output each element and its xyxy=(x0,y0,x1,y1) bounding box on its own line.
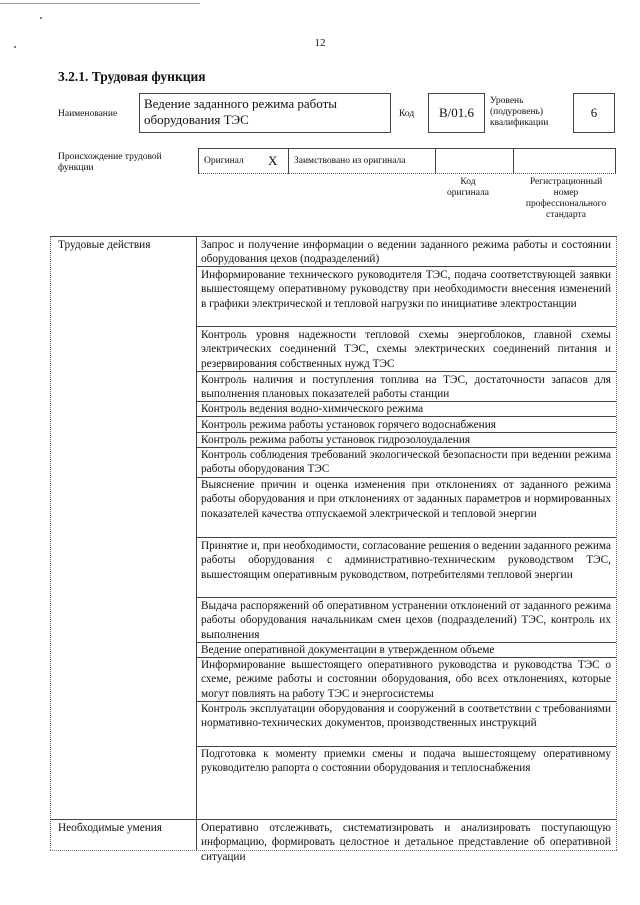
labor-action-row: Информирование вышестоящего оперативного руководства и руководства ТЭС о схеме, режиме работы и состоянии оборудования, обо всех отклонениях, которые могут повлиять на работу ТЭС и энергосистемы xyxy=(201,659,611,700)
labor-action-row: Контроль эксплуатации оборудования и сооружений в соответствии с требованиями нормативно-технических документов, производственных инструкций xyxy=(201,703,611,730)
function-code-box: В/01.6 xyxy=(428,93,485,133)
labor-action-row: Подготовка к моменту приемки смены и подача вышестоящему оперативному руководителю рапорта о состоянии оборудования и теплоснабжения xyxy=(201,748,611,775)
row-divider xyxy=(196,746,616,747)
table-right-border xyxy=(616,236,617,850)
labor-action-row: Запрос и получение информации о ведении заданного режима работы и состоянии оборудования цехов (подразделений) xyxy=(201,239,611,266)
code-original-caption: Код оригинала xyxy=(447,177,489,198)
row-divider xyxy=(196,477,616,478)
name-label: Наименование xyxy=(58,109,118,119)
skills-label: Необходимые умения xyxy=(58,822,162,834)
row-divider xyxy=(196,432,616,433)
row-divider xyxy=(196,537,616,538)
origin-row xyxy=(198,148,616,174)
table-top-border xyxy=(50,236,617,237)
labor-action-row: Выдача распоряжений об оперативном устранении отклонений от заданного режима работы оборудования начальникам смен цехов (подразделений) ТЭС, контроль их выполнения xyxy=(201,600,611,641)
original-label: Оригинал xyxy=(204,156,244,166)
table-left-border xyxy=(50,236,51,850)
labor-action-row: Контроль наличия и поступления топлива на ТЭС, достаточности запасов для выполнения плановых показателей работы станции xyxy=(201,374,611,401)
borrowed-label: Заимствовано из оригинала xyxy=(294,156,406,166)
labor-action-row: Контроль ведения водно-химического режима xyxy=(201,403,424,415)
row-divider xyxy=(196,701,616,702)
labor-action-row: Контроль уровня надежности тепловой схемы энергоблоков, главной схемы электрических соединений ТЭС, схемы электрических соединений питания и резервирования собственных нужд ТЭС xyxy=(201,329,611,370)
labor-actions-label: Трудовые действия xyxy=(58,239,151,251)
row-divider xyxy=(196,447,616,448)
labor-action-row: Принятие и, при необходимости, согласование решения о ведении заданного режима работы оборудования с административно-техническим руководством ТЭС, вышестоящим оперативным руководством, потребителями тепловой энергии xyxy=(201,540,611,581)
function-name-box: Ведение заданного режима работы оборудования ТЭС xyxy=(139,93,391,133)
scan-artifact-line xyxy=(0,3,200,4)
skill-row: Оперативно отслеживать, систематизировать и анализировать поступающую информацию, формировать целостное и детальное представление об оперативной ситуации xyxy=(201,822,611,863)
labor-action-row: Контроль режима работы установок горячего водоснабжения xyxy=(201,419,496,431)
original-mark: X xyxy=(268,153,278,168)
scan-artifact-dot xyxy=(40,17,42,19)
row-divider xyxy=(196,657,616,658)
origin-label: Происхождение трудовой функции xyxy=(58,152,162,173)
labor-action-row: Контроль соблюдения требований экологической безопасности при ведении режима работы оборудования ТЭС xyxy=(201,449,611,476)
labor-action-row: Ведение оперативной документации в утвержденном объеме xyxy=(201,644,495,656)
level-label: Уровень (подуровень) квалификации xyxy=(490,96,549,128)
row-divider xyxy=(196,416,616,417)
labor-action-row: Информирование технического руководителя ТЭС, подача соответствующей заявки вышестоящему оперативному руководству при необходимости внесения изменений в графики электрической и тепловой нагрузки по инициативе электростанции xyxy=(201,269,611,310)
section-divider xyxy=(50,819,617,820)
row-divider xyxy=(196,326,616,327)
row-divider xyxy=(196,597,616,598)
row-divider xyxy=(196,401,616,402)
labor-action-row: Выяснение причин и оценка изменения при отклонениях от заданного режима работы оборудования и при отклонениях от заданных параметров и нормированных показателей качества отпускаемой электрической и тепловой энергии xyxy=(201,479,611,520)
section-title: 3.2.1. Трудовая функция xyxy=(58,69,206,84)
table-column-divider xyxy=(196,236,197,850)
row-divider xyxy=(196,266,616,267)
page-number: 12 xyxy=(314,37,326,49)
row-divider xyxy=(196,371,616,372)
reg-number-caption: Регистрационный номер профессионального стандарта xyxy=(525,177,607,220)
code-label: Код xyxy=(399,109,415,119)
labor-action-row: Контроль режима работы установок гидрозолоудаления xyxy=(201,434,471,446)
row-divider xyxy=(196,642,616,643)
qualification-level-box: 6 xyxy=(573,93,615,133)
